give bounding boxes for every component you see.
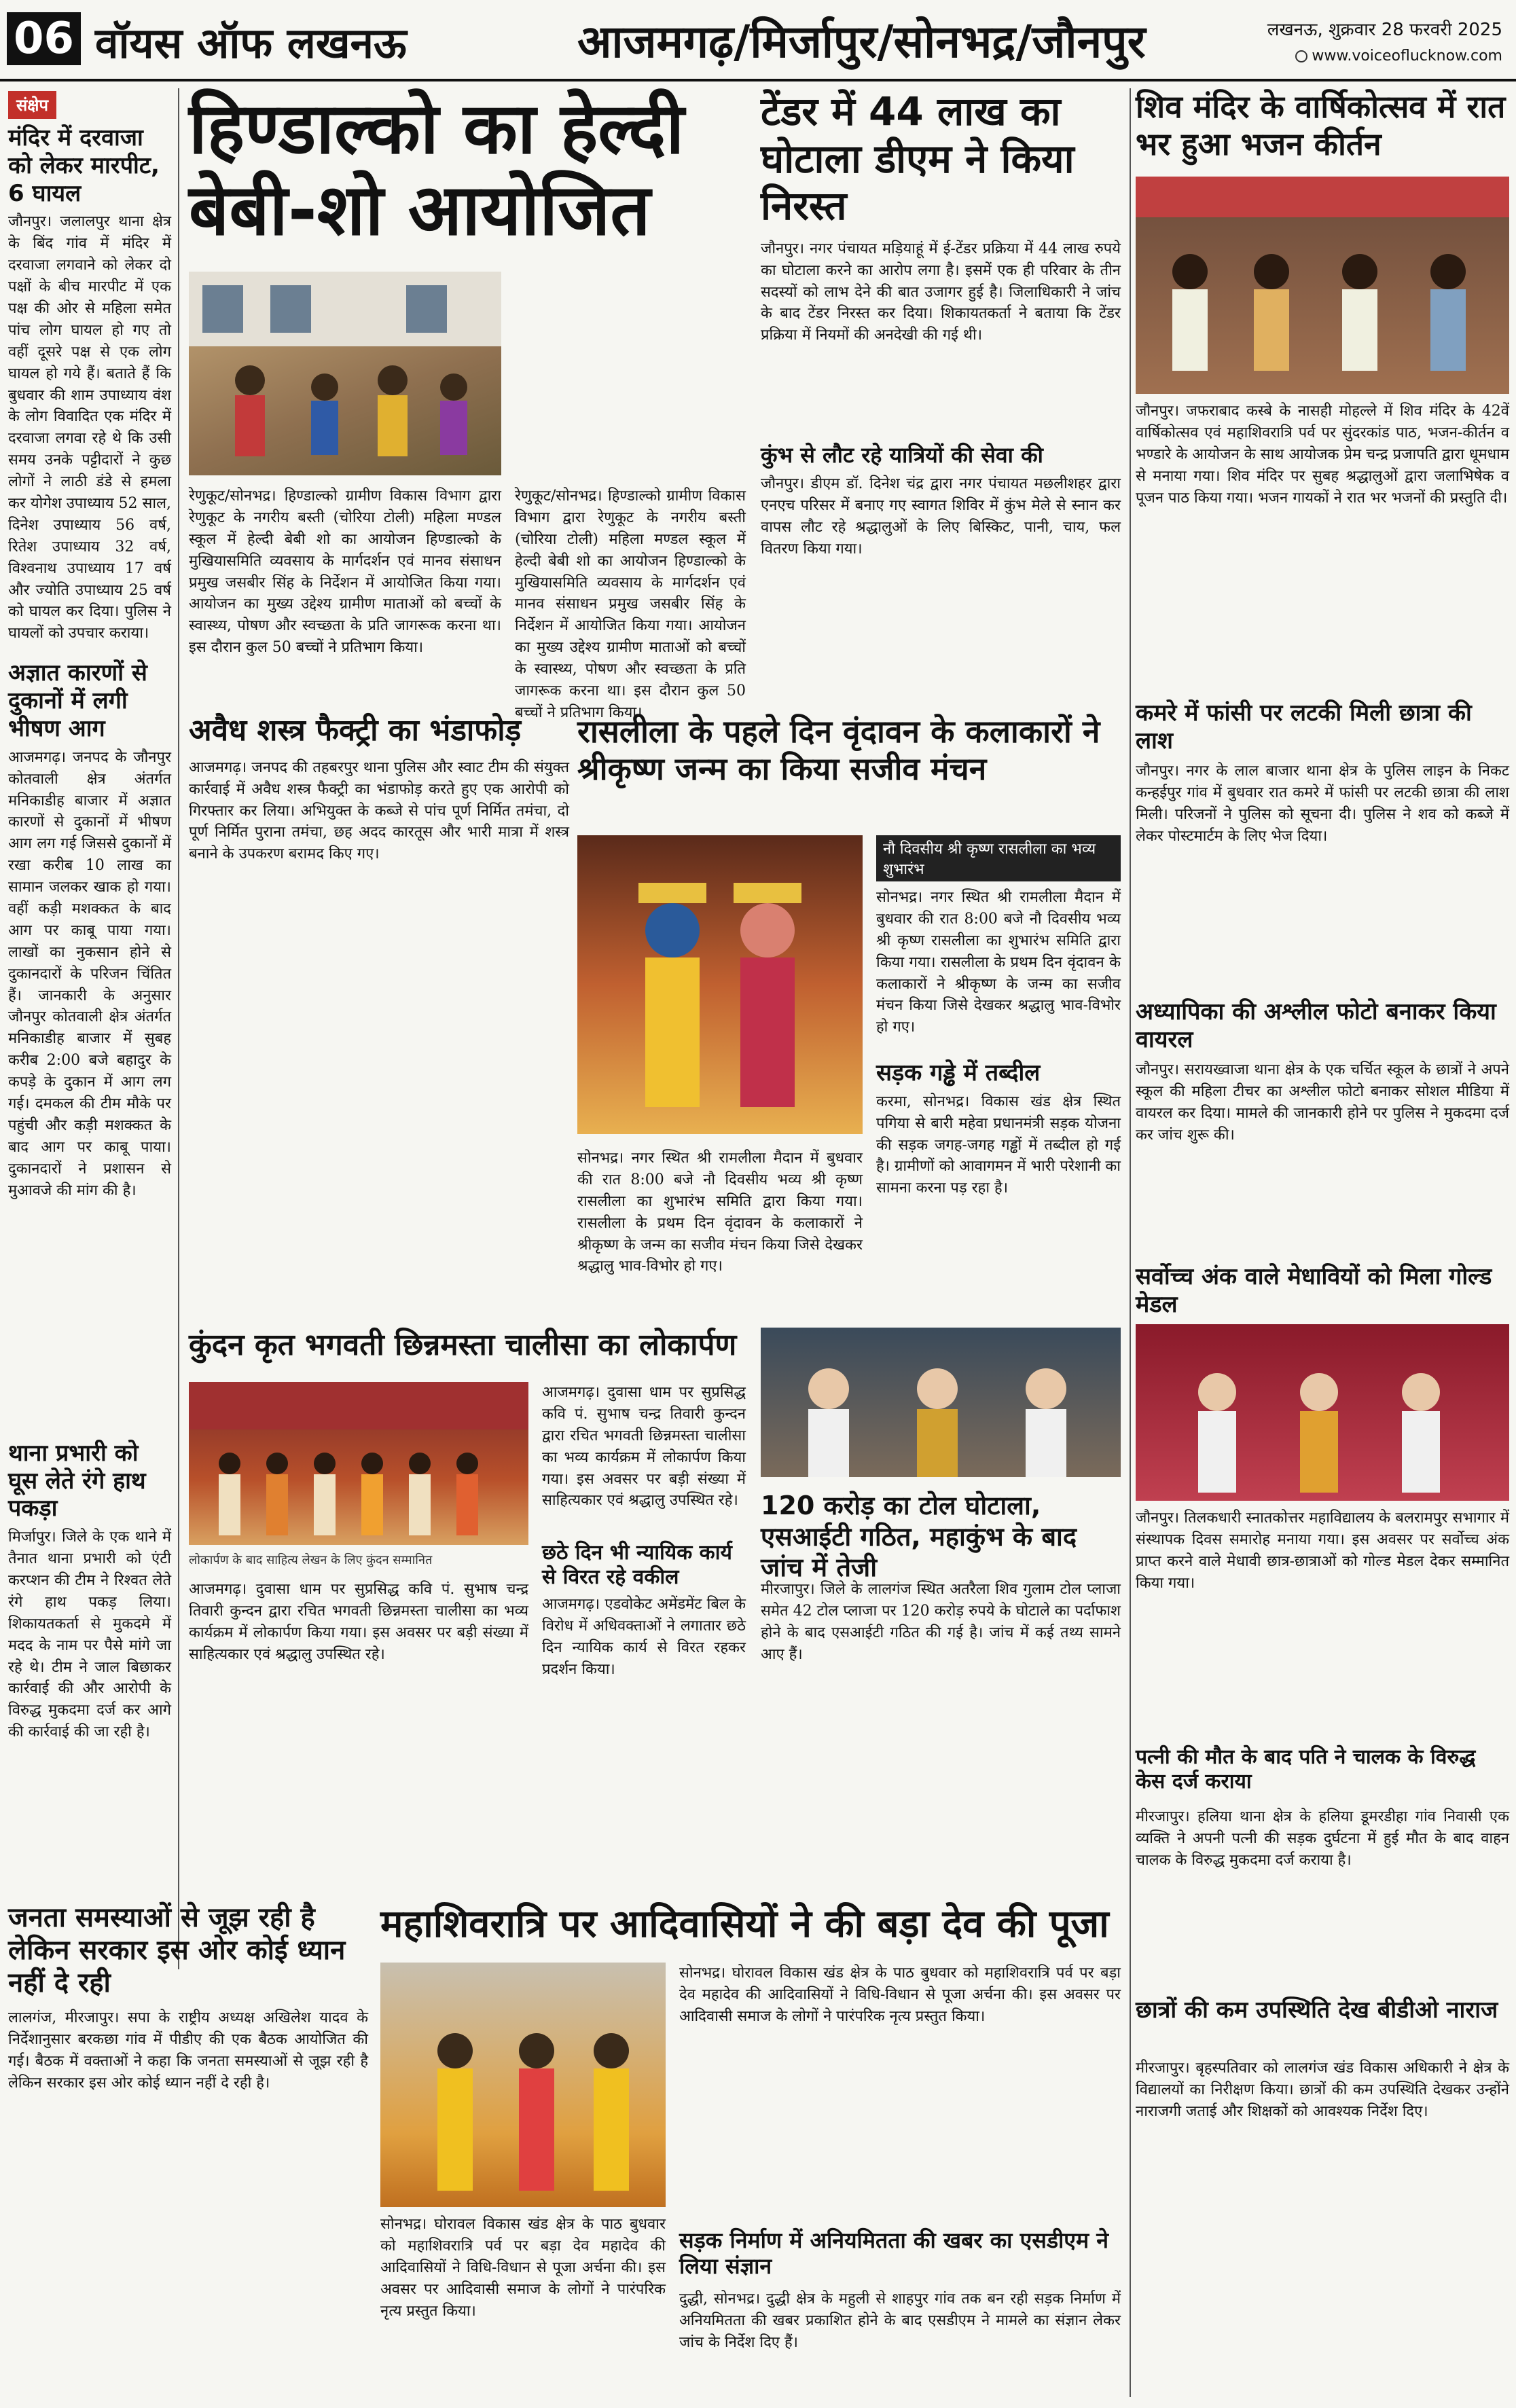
raslila-photo-graphic xyxy=(577,835,863,1134)
adivasi-body: सोनभद्र। घोरावल विकास खंड क्षेत्र के पाठ बुधवार को महाशिवरात्रि पर्व पर बड़ा देव महादेव की आदिवासियों ने विधि-विधान से पूजा अर्चना की। इस अवसर पर आदिवासी समाज के लोगों ने पारंपरिक नृत्य प्रस्तुत किया। xyxy=(380,2216,666,2320)
raslila-photo-caption: नौ दिवसीय श्री कृष्ण रासलीला का भव्य शुभारंभ xyxy=(876,835,1121,881)
chalisa-story xyxy=(189,1328,746,1891)
brief-body: जौनपुर। जलालपुर थाना क्षेत्र के बिंद गांव में मंदिर में दरवाजा लगवाने को लेकर दो पक्षों के बीच मारपीट में एक पक्ष की ओर से महिला समेत पांच लोग घायल हो गए तो वहीं दूसरे पक्ष से एक लोग घायल हो गये हैं। बताते हैं कि बुधवार की शाम उपाध्याय वंश के लोग विवादित एक मंदिर में दरवाजा लगवा रहे थे कि उसी समय उनके पट्टीदारों ने कुछ लोगों ने लाठी डंडे से हमला कर योगेश उपाध्याय 52 साल, दिनेश उपाध्याय 56 वर्ष, रितेश उपाध्याय 32 वर्ष, विश्वनाथ उपाध्याय 17 वर्ष और ज्योति उपाध्याय 25 वर्ष को घायल कर दिया। पुलिस ने घायलों को उपचार कराया। xyxy=(8,213,171,642)
issue-date: लखनऊ, शुक्रवार 28 फरवरी 2025 xyxy=(1267,20,1502,40)
globe-icon xyxy=(1295,50,1307,62)
chalisa-photo xyxy=(189,1382,528,1545)
construction-headline: सड़क निर्माण में अनियमितता की खबर का एसडीएम ने लिया संज्ञान xyxy=(679,2227,1109,2280)
briefs-column xyxy=(8,91,171,1972)
tender-body: जौनपुर। नगर पंचायत मड़ियाहूं में ई-टेंडर प्रक्रिया में 44 लाख रुपये का घोटाला करने का आरोप लगा है। इसमें एक ही परिवार के तीन सदस्यों को लाभ देने की बात उजागर हुई है। जिलाधिकारी ने जांच के बाद टेंडर निरस्त कर दिया। शिकायतकर्ता ने बताया कि टेंडर प्रक्रिया में नियमों की अनदेखी की गई थी। xyxy=(761,240,1121,344)
raslila-body-cont: सोनभद्र। नगर स्थित श्री रामलीला मैदान में बुधवार की रात 8:00 बजे नौ दिवसीय भव्य श्री कृष्ण रासलीला का शुभारंभ समिति द्वारा किया गया। रासलीला के प्रथम दिन वृंदावन के कलाकारों ने श्रीकृष्ण के जन्म का सजीव मंचन किया जिसे देखकर श्रद्धालु भाव-विभोर हो गए। xyxy=(577,1150,863,1275)
shiv-body: जौनपुर। जफराबाद कस्बे के नासही मोहल्ले में शिव मंदिर के 42वें वार्षिकोत्सव एवं महाशिवरात्रि पर्व पर सुंदरकांड पाठ, भजन-कीर्तन व भण्डारे के आयोजन के साथ आयोजक प्रेम चन्द्र प्रजापति द्वारा धूमधाम से मनाया गया। शिव मंदिर पर सुबह श्रद्धालुओं द्वारा जलाभिषेक व पूजन पाठ किया गया। भजन गायकों ने रात भर भजनों की प्रस्तुति दी। xyxy=(1136,403,1509,507)
janta-body: लालगंज, मीरजापुर। सपा के राष्ट्रीय अध्यक्ष अखिलेश यादव के निर्देशानुसार बरकछा गांव में पीडीए की एक बैठक आयोजित की गई। बैठक में वक्ताओं ने कहा कि जनता समस्याओं से जूझ रही है लेकिन सरकार इस ओर कोई ध्यान नहीं दे रही है। xyxy=(8,2009,368,2092)
shiv-photo xyxy=(1136,177,1509,394)
girl-body: जौनपुर। नगर के लाल बाजार थाना क्षेत्र के पुलिस लाइन के निकट कन्हईपुर गांव में बुधवार रात कमरे में फांसी पर लटकी छात्रा की लाश मिली। परिजनों ने पुलिस को सूचना दी। पुलिस ने शव को कब्जे में लेकर पोस्टमार्टम के लिए भेज दिया। xyxy=(1136,763,1509,845)
gold-medal-photo xyxy=(1136,1324,1509,1501)
advocate-headline: छठे दिन भी न्यायिक कार्य से विरत रहे वकील xyxy=(542,1541,732,1589)
column-divider xyxy=(1130,88,1131,2397)
adivasi-headline: महाशिवरात्रि पर आदिवासियों ने की बड़ा देव की पूजा xyxy=(380,1902,1109,1946)
chalisa-body-cont: आजमगढ़। दुवासा धाम पर सुप्रसिद्ध कवि पं. सुभाष चन्द्र तिवारी कुन्दन द्वारा रचित भगवती छिन्नमस्ता चालीसा का भव्य कार्यक्रम में लोकार्पण किया गया। इस अवसर पर बड़ी संख्या में साहित्यकार एवं श्रद्धालु उपस्थित रहे। xyxy=(542,1384,746,1510)
janta-headline: जनता समस्याओं से जूझ रही है लेकिन सरकार इस ओर कोई ध्यान नहीं दे रही xyxy=(8,1902,346,1999)
teacher-body: जौनपुर। सरायख्वाजा थाना क्षेत्र के एक चर्चित स्कूल के छात्रों ने अपने स्कूल की महिला टीचर का अश्लील फोटो बनाकर सोशल मीडिया में वायरल कर दिया। मामले की जानकारी होने पर पुलिस ने मुकदमा दर्ज कर जांच शुरू की। xyxy=(1136,1061,1509,1144)
road-body: करमा, सोनभद्र। विकास खंड क्षेत्र स्थित पगिया से बारी महेवा प्रधानमंत्री सड़क योजना की सड़क जगह-जगह गड्ढों में तब्दील हो गई है। ग्रामीणों को आवागमन में भारी परेशानी का सामना करना पड़ रहा है। xyxy=(876,1093,1121,1197)
brief-body: आजमगढ़। जनपद के जौनपुर कोतवाली क्षेत्र अंतर्गत मनिकाडीह बाजार में अज्ञात कारणों से दुकानों में भीषण आग लग गई जिससे दुकानों में रखा करीब 10 लाख का सामान जलकर खाक हो गया। वहीं कड़ी मशक्कत के बाद आग पर काबू पाया गया। लाखों का नुकसान होने से दुकानदारों के परिजन चिंतित हैं। जानकारी के अनुसार जौनपुर कोतवाली क्षेत्र अंतर्गत मनिकाडीह बाजार में सुबह करीब 2:00 बजे बहादुर के कपड़े के दुकान में आग लग गई। दमकल की टीम मौके पर पहुंची और कड़ी मशक्कत के बाद आग पर काबू पाया। दुकानदारों ने प्रशासन से मुआवजे की मांग की है। xyxy=(8,748,171,1199)
accident-headline: पत्नी की मौत के बाद पति ने चालक के विरुद्ध केस दर्ज कराया xyxy=(1136,1745,1476,1793)
toll-photo xyxy=(761,1328,1121,1477)
brief-headline: मंदिर में दरवाजा को लेकर मारपीट, 6 घायल xyxy=(8,124,160,207)
chalisa-headline: कुंदन कृत भगवती छिन्नमस्ता चालीसा का लोकार्पण xyxy=(189,1328,737,1362)
chalisa-photo-graphic xyxy=(189,1382,528,1545)
brief-body: मिर्जापुर। जिले के एक थाने में तैनात थाना प्रभारी को एंटी करप्शन की टीम ने रिश्वत लेते रंगे हाथ पकड़ लिया। शिकायतकर्ता से मुकदमे में मदद के नाम पर पैसे मांगे जा रहे थे। टीम ने जाल बिछाकर कार्रवाई की और आरोपी के विरुद्ध मुकदमा दर्ज कर आगे की कार्रवाई की जा रही है। xyxy=(8,1529,171,1741)
brief-headline: थाना प्रभारी को घूस लेते रंगे हाथ पकड़ा xyxy=(8,1439,146,1522)
toll-story xyxy=(761,1328,1121,1891)
adivasi-story xyxy=(380,1901,1121,2397)
girl-headline: कमरे में फांसी पर लटकी मिली छात्रा की लाश xyxy=(1136,699,1472,754)
page-number: 06 xyxy=(7,12,81,65)
lead-photo xyxy=(189,272,501,475)
gold-medal-headline: सर्वोच्च अंक वाले मेधावियों को मिला गोल्ड मेडल xyxy=(1136,1263,1492,1318)
shiv-photo-graphic xyxy=(1136,177,1509,394)
arms-headline: अवैध शस्त्र फैक्ट्री का भंडाफोड़ xyxy=(189,713,522,748)
edition-title: आजमगढ़/मिर्जापुर/सोनभद्र/जौनपुर xyxy=(577,16,1146,68)
lead-story xyxy=(189,87,746,721)
toll-body: मीरजापुर। जिले के लालगंज स्थित अतरैला शिव गुलाम टोल प्लाजा समेत 42 टोल प्लाजा पर 120 करोड़ रुपये के घोटाले का पर्दाफाश होने के बाद एसआईटी गठित की गई है। जांच में कई तथ्य सामने आए हैं। xyxy=(761,1581,1121,1663)
right-column xyxy=(1136,88,1509,2397)
brief-headline: अज्ञात कारणों से दुकानों में लगी भीषण आग xyxy=(8,659,147,742)
adivasi-photo xyxy=(380,1963,666,2207)
chalisa-body: आजमगढ़। दुवासा धाम पर सुप्रसिद्ध कवि पं. सुभाष चन्द्र तिवारी कुन्दन द्वारा रचित भगवती छिन्नमस्ता चालीसा का भव्य कार्यक्रम में लोकार्पण किया गया। इस अवसर पर बड़ी संख्या में साहित्यकार एवं श्रद्धालु उपस्थित रहे। xyxy=(189,1581,528,1663)
accident-body: मीरजापुर। हलिया थाना क्षेत्र के हलिया डूमरडीहा गांव निवासी एक व्यक्ति ने अपनी पत्नी की सड़क दुर्घटना में हुई मौत के बाद वाहन चालक के विरुद्ध मुकदमा दर्ज कराया है। xyxy=(1136,1808,1509,1869)
shiv-headline: शिव मंदिर के वार्षिकोत्सव में रात भर हुआ भजन कीर्तन xyxy=(1136,88,1506,163)
chalisa-photo-caption: लोकार्पण के बाद साहित्य लेखन के लिए कुंदन सम्मानित xyxy=(189,1553,433,1567)
raslila-photo xyxy=(577,835,863,1134)
section-kicker: संक्षेप xyxy=(8,91,56,119)
arms-body: आजमगढ़। जनपद की तहबरपुर थाना पुलिस और स्वाट टीम की संयुक्त कार्रवाई में अवैध शस्त्र फैक्ट्री का भंडाफोड़ करते हुए एक आरोपी को गिरफ्तार कर लिया। अभियुक्त के कब्जे से पांच पूर्ण निर्मित तमंचा, दो पूर्ण निर्मित पुराना तमंचा, छह अदद कारतूस और भारी मात्रा में शस्त्र बनाने के उपकरण बरामद किए गए। xyxy=(189,759,569,863)
kumbh-body: जौनपुर। डीएम डॉ. दिनेश चंद्र द्वारा नगर पंचायत मछलीशहर द्वारा एनएच परिसर में बनाए गए स्वागत शिविर में कुंभ मेले से स्नान कर वापस लौट रहे श्रद्धालुओं के लिए बिस्किट, पानी, चाय, फल वितरण किया गया। xyxy=(761,475,1121,558)
kumbh-headline: कुंभ से लौट रहे यात्रियों की सेवा की xyxy=(761,441,1043,468)
gold-medal-body: जौनपुर। तिलकधारी स्नातकोत्तर महाविद्यालय के बलरामपुर सभागार में संस्थापक दिवस समारोह मनाया गया। इस अवसर पर सर्वोच्च अंक प्राप्त करने वाले मेधावी छात्र-छात्राओं को गोल्ड मेडल देकर सम्मानित किया गया। xyxy=(1136,1510,1509,1592)
raslila-story xyxy=(577,713,1121,1324)
bdo-headline: छात्रों की कम उपस्थिति देख बीडीओ नाराज xyxy=(1136,1996,1498,2024)
road-headline: सड़क गड्ढे में तब्दील xyxy=(876,1059,1041,1087)
lead-body: रेणुकूट/सोनभद्र। हिण्डाल्को ग्रामीण विकास विभाग द्वारा रेणुकूट के नगरीय बस्ती (चोरिया टोली) महिला मण्डल स्कूल में हेल्दी बेबी शो का आयोजन हिण्डाल्को के मुखियासमिति व्यवसाय के मार्गदर्शन एवं मानव संसाधन प्रमुख जसबीर सिंह के निर्देशन में आयोजित किया गया। आयोजन का मुख्य उद्देश्य ग्रामीण माताओं को बच्चों के स्वास्थ्य, पोषण और स्वच्छता के प्रति जागरूक करना था। इस दौरान कुल 50 बच्चों ने प्रतिभाग किया। xyxy=(189,488,501,657)
tender-headline: टेंडर में 44 लाख का घोटाला डीएम ने किया निरस्त xyxy=(761,88,1075,230)
masthead xyxy=(0,0,1516,81)
toll-photo-graphic xyxy=(761,1328,1121,1477)
website-url[interactable]: www.voiceoflucknow.com xyxy=(1295,48,1502,65)
toll-headline: 120 करोड़ का टोल घोटाला, एसआईटी गठित, महाकुंभ के बाद जांच में तेजी xyxy=(761,1491,1077,1583)
tender-story xyxy=(761,88,1121,699)
newspaper-brand: वॉयस ऑफ लखनऊ xyxy=(95,18,407,68)
adivasi-body-cont: सोनभद्र। घोरावल विकास खंड क्षेत्र के पाठ बुधवार को महाशिवरात्रि पर्व पर बड़ा देव महादेव की आदिवासियों ने विधि-विधान से पूजा अर्चना की। इस अवसर पर आदिवासी समाज के लोगों ने पारंपरिक नृत्य प्रस्तुत किया। xyxy=(679,1965,1121,2025)
column-divider xyxy=(178,88,179,1969)
lead-body-cont: रेणुकूट/सोनभद्र। हिण्डाल्को ग्रामीण विकास विभाग द्वारा रेणुकूट के नगरीय बस्ती (चोरिया टोली) महिला मण्डल स्कूल में हेल्दी बेबी शो का आयोजन हिण्डाल्को के मुखियासमिति व्यवसाय के मार्गदर्शन एवं मानव संसाधन प्रमुख जसबीर सिंह के निर्देशन में आयोजित किया गया। आयोजन का मुख्य उद्देश्य ग्रामीण माताओं को बच्चों के स्वास्थ्य, पोषण और स्वच्छता के प्रति जागरूक करना था। इस दौरान कुल 50 बच्चों ने प्रतिभाग किया। xyxy=(515,488,746,721)
advocate-body: आजमगढ़। एडवोकेट अमेंडमेंट बिल के विरोध में अधिवक्ताओं ने लगातार छठे दिन न्यायिक कार्य से विरत रहकर प्रदर्शन किया। xyxy=(542,1596,746,1678)
bdo-body: मीरजापुर। बृहस्पतिवार को लालगंज खंड विकास अधिकारी ने क्षेत्र के विद्यालयों का निरीक्षण किया। छात्रों की कम उपस्थिति देखकर उन्होंने नाराजगी जताई और शिक्षकों को आवश्यक निर्देश दिए। xyxy=(1136,2060,1509,2120)
janta-story xyxy=(8,1901,368,2397)
adivasi-photo-graphic xyxy=(380,1963,666,2207)
teacher-headline: अध्यापिका की अश्लील फोटो बनाकर किया वायरल xyxy=(1136,998,1496,1053)
arms-story xyxy=(189,713,569,1324)
gold-medal-photo-graphic xyxy=(1136,1324,1509,1501)
lead-headline: हिण्डाल्को का हेल्दी बेबी-शो आयोजित xyxy=(189,87,685,251)
lead-photo-graphic xyxy=(189,272,501,475)
raslila-headline: रासलीला के पहले दिन वृंदावन के कलाकारों ने श्रीकृष्ण जन्म का किया सजीव मंचन xyxy=(577,713,1100,788)
raslila-body: सोनभद्र। नगर स्थित श्री रामलीला मैदान में बुधवार की रात 8:00 बजे नौ दिवसीय भव्य श्री कृष्ण रासलीला का शुभारंभ समिति द्वारा किया गया। रासलीला के प्रथम दिन वृंदावन के कलाकारों ने श्रीकृष्ण के जन्म का सजीव मंचन किया जिसे देखकर श्रद्धालु भाव-विभोर हो गए। xyxy=(876,889,1121,1036)
construction-body: दुद्धी, सोनभद्र। दुद्धी क्षेत्र के महुली से शाहपुर गांव तक बन रही सड़क निर्माण में अनियमितता की खबर प्रकाशित होने के बाद एसडीएम ने मामले का संज्ञान लेकर जांच के निर्देश दिए हैं। xyxy=(679,2291,1121,2351)
